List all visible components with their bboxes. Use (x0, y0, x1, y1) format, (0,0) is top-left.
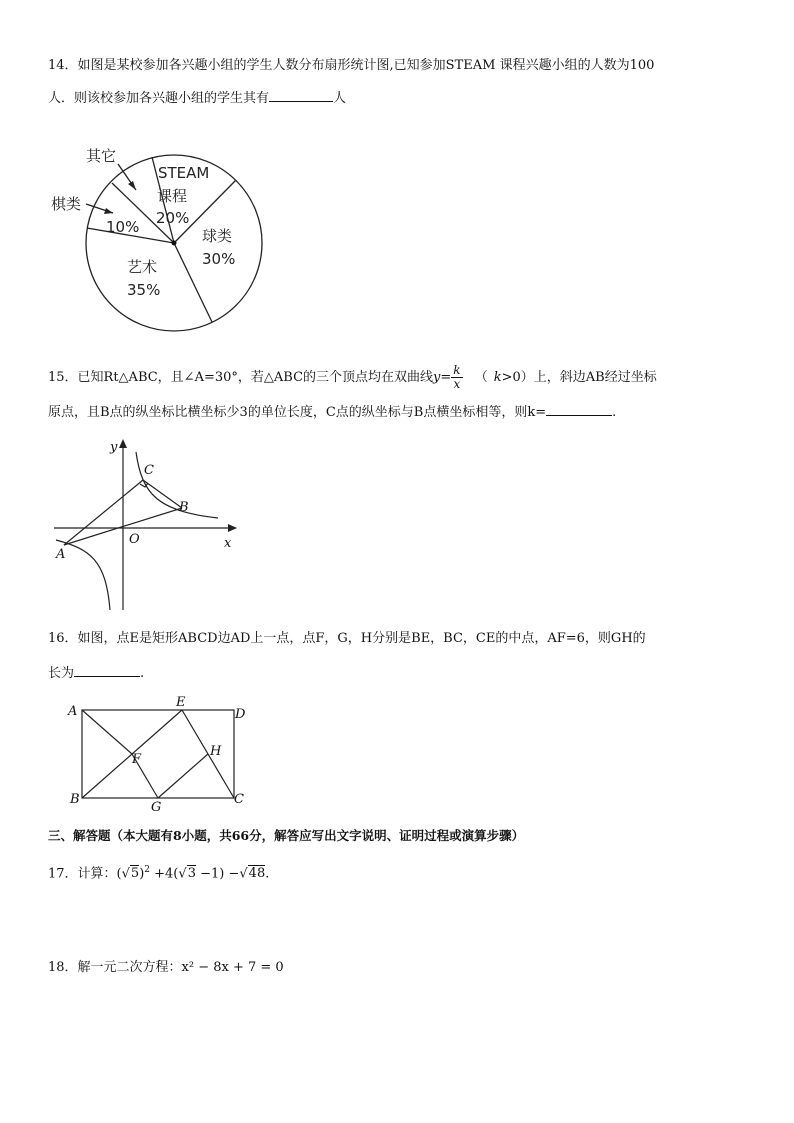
segment-CB (143, 480, 182, 508)
pie-label-ball-pct: 30% (202, 250, 236, 268)
hyperbola-branch-upper (136, 452, 218, 518)
label-B: B (179, 500, 189, 515)
q16-answer-blank (74, 664, 140, 677)
pie-label-art: 艺术 (127, 258, 158, 276)
label-A: A (56, 547, 66, 562)
q14-line2 (48, 89, 346, 108)
segment-AF (82, 710, 132, 754)
q14-line1: 14．如图是某校参加各兴趣小组的学生人数分布扇形统计图,已知参加STEAM 课程兴趣小组的人数为100 (48, 58, 655, 73)
label-G: G (151, 800, 162, 815)
label-H: H (210, 744, 222, 759)
q15-eq-equals: = (440, 370, 452, 385)
section-3-heading: 三、解答题（本大题有8小题，共66分，解答应写出文字说明、证明过程或演算步骤） (48, 828, 525, 843)
label-C: C (234, 792, 244, 807)
label-B: B (70, 792, 80, 807)
label-C: C (144, 463, 154, 478)
pie-center-dot (172, 241, 177, 246)
q16-line1: 16．如图，点E是矩形ABCD边AD上一点，点F，G，H分别是BE，BC，CE的中点，AF=6，则GH的 (48, 631, 646, 646)
q18-line: 18．解一元二次方程：x² − 8x + 7 = 0 (48, 960, 284, 975)
q16-line2-end: . (140, 666, 145, 681)
q17-sqrt48: 48 (248, 866, 266, 882)
pie-label-art-pct: 35% (127, 281, 161, 299)
x-axis-arrow (228, 524, 237, 532)
pie-label-other: 其它 (86, 147, 117, 165)
q17-line: 17．计算：$(√5)^2 +4(√3 -1) -√48$. (48, 865, 270, 882)
q15-fraction-numerator: k (453, 363, 461, 377)
q15-answer-blank (546, 403, 612, 416)
q15-line2-end: . (612, 405, 617, 420)
pie-label-ball: 球类 (202, 227, 233, 245)
hyperbola-figure (50, 435, 250, 615)
q16-line2 (48, 664, 144, 683)
pie-label-chess-pct: 10% (106, 218, 140, 236)
q15-line2 (48, 403, 616, 422)
q17-label: 17．计算： (48, 866, 117, 882)
q15-k: k (493, 370, 502, 385)
q17-sqrt5: 5 (130, 866, 140, 882)
arrow-other-head (128, 181, 136, 190)
q14-line2-end: 人 (333, 91, 347, 106)
label-F: F (132, 752, 142, 767)
pie-label-steam-course: 课程 (157, 187, 188, 205)
q16-line2-text: 长为 (48, 666, 75, 681)
rectangle-figure (60, 695, 260, 815)
q15-line1 (48, 364, 657, 391)
q17-exponent: 2 (144, 865, 151, 875)
label-E: E (176, 695, 186, 710)
q17-paren-open: ( (116, 866, 122, 882)
q15-line1-text: 15．已知Rt△ABC，且∠A=30°，若△ABC的三个顶点均在双曲线 (48, 370, 434, 385)
y-axis-arrow (119, 439, 127, 448)
q15-line1-tail: >0）上，斜边AB经过坐标 (501, 370, 657, 385)
label-D: D (235, 707, 246, 722)
label-O: O (129, 532, 140, 547)
segment-GH (158, 754, 208, 798)
label-y: y (110, 440, 118, 455)
q15-eq-y: y (433, 370, 441, 385)
q17-end: . (265, 866, 270, 882)
label-x: x (224, 536, 232, 551)
pie-label-chess: 棋类 (51, 195, 82, 213)
q17-term2-open: +4( (150, 866, 179, 882)
q17-paren-close: ) (139, 866, 145, 882)
pie-label-steam-pct: 20% (156, 209, 190, 227)
label-A: A (68, 704, 78, 719)
q14-answer-blank (269, 89, 333, 102)
q15-line2-text: 原点，且B点的纵坐标比横坐标少3的单位长度，C点的纵坐标与B点横坐标相等，则k= (48, 405, 547, 420)
q15-fraction (451, 364, 462, 391)
q17-term2-close: −1) − (195, 866, 240, 882)
q15-paren: （ (474, 370, 488, 385)
arrow-chess-head (104, 208, 113, 214)
q14-line2-text: 人．则该校参加各兴趣小组的学生其有 (48, 91, 270, 106)
q15-fraction-denominator: x (453, 377, 461, 391)
pie-label-steam: STEAM (158, 164, 210, 182)
pie-chart-figure (40, 140, 280, 340)
q17-sqrt3: 3 (187, 866, 196, 882)
